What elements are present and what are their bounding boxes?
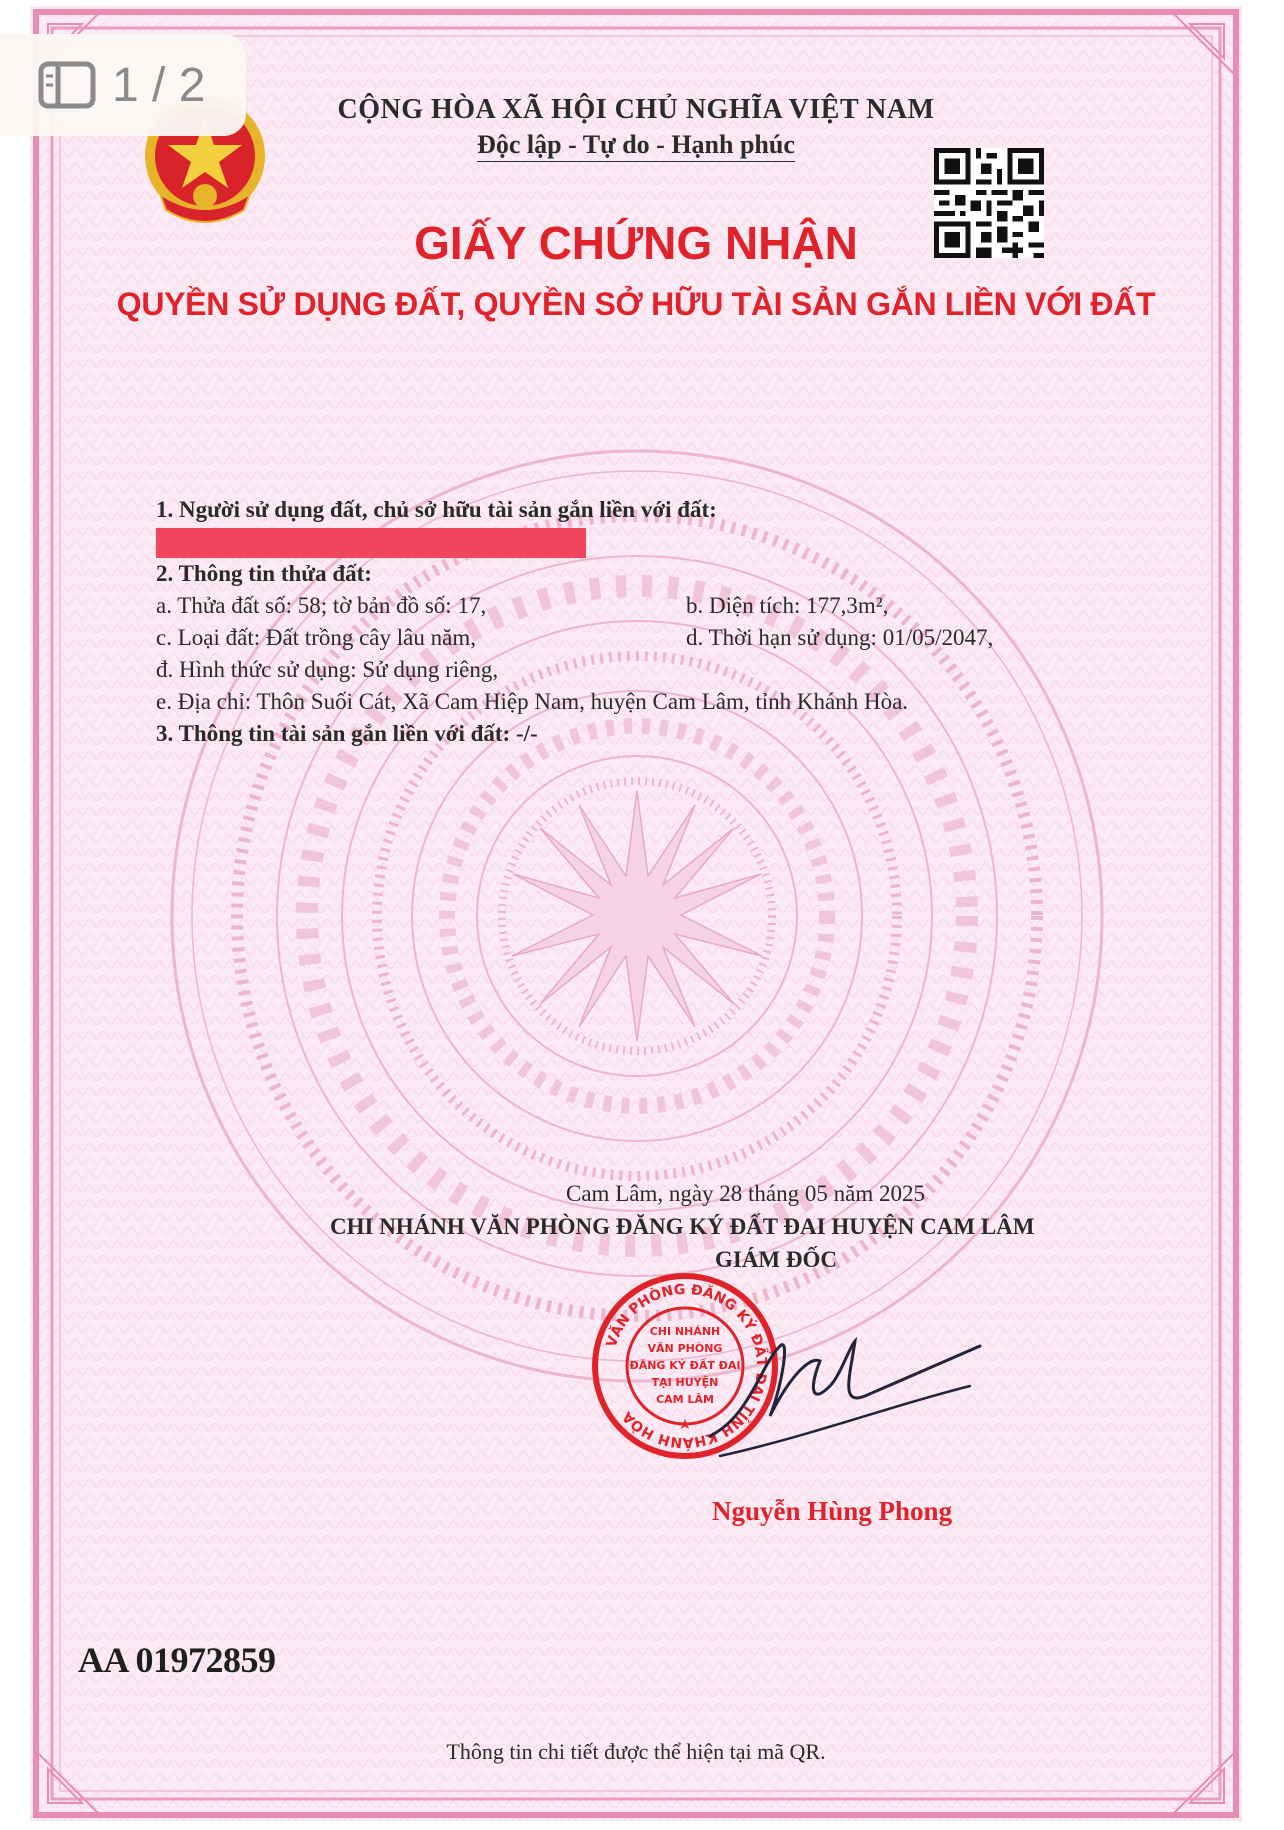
certificate-subtitle: QUYỀN SỬ DỤNG ĐẤT, QUYỀN SỞ HỮU TÀI SẢN GẮN LIỀN VỚI ĐẤT <box>116 286 1156 322</box>
usage-form: đ. Hình thức sử dụng: Sử dụng riêng, <box>156 657 499 682</box>
section-1-heading: 1. Người sử dụng đất, chủ sở hữu tài sản gắn liền với đất: <box>156 497 717 522</box>
seal-center-line: CAM LÂM <box>656 1393 714 1406</box>
parcel-address: e. Địa chỉ: Thôn Suối Cát, Xã Cam Hiệp Nam, huyện Cam Lâm, tỉnh Khánh Hòa. <box>156 689 909 714</box>
seal-center-line: ĐĂNG KÝ ĐẤT ĐAI <box>629 1359 741 1372</box>
parcel-number: a. Thửa đất số: 58; tờ bản đồ số: 17, <box>156 593 487 618</box>
seal-center-line: VĂN PHÒNG <box>647 1342 723 1355</box>
page-current: 1 <box>112 58 139 112</box>
signer-position: GIÁM ĐỐC <box>714 1247 838 1272</box>
seal-center-line: TẠI HUYỆN <box>651 1376 719 1389</box>
country-name: CỘNG HÒA XÃ HỘI CHỦ NGHĨA VIỆT NAM <box>337 94 935 125</box>
page-counter <box>112 58 205 113</box>
reader-view-icon[interactable] <box>38 61 96 109</box>
page-total: 2 <box>178 58 206 112</box>
handwritten-signature <box>690 1306 990 1466</box>
national-motto-text: Độc lập - Tự do - Hạnh phúc <box>477 130 795 162</box>
redacted-owner-name <box>156 528 586 558</box>
footer-note: Thông tin chi tiết được thể hiện tại mã QR. <box>446 1739 826 1764</box>
certificate-background <box>30 6 1242 1821</box>
parcel-area: b. Diện tích: 177,3m², <box>686 593 889 618</box>
page-separator: / <box>138 58 179 112</box>
issue-date: Cam Lâm, ngày 28 tháng 05 năm 2025 <box>566 1181 925 1206</box>
section-3-heading: 3. Thông tin tài sản gắn liền với đất: -/- <box>156 721 538 746</box>
seal-center-line: CHI NHÁNH <box>649 1325 721 1338</box>
certificate-title: GIẤY CHỨNG NHẬN <box>414 217 858 269</box>
certificate-page <box>30 6 1242 1821</box>
seal-ring-text: VĂN PHÒNG ĐĂNG KÝ ĐẤT ĐAI TỈNH KHÁNH HÒA <box>603 1281 770 1451</box>
page-indicator[interactable] <box>0 34 246 136</box>
signer-name: Nguyễn Hùng Phong <box>712 1496 953 1526</box>
usage-term: d. Thời hạn sử dụng: 01/05/2047, <box>686 625 994 650</box>
issuing-office: CHI NHÁNH VĂN PHÒNG ĐĂNG KÝ ĐẤT ĐAI HUYỆN CAM LÂM <box>330 1214 1035 1239</box>
land-type: c. Loại đất: Đất trồng cây lâu năm, <box>156 625 476 650</box>
section-2-heading: 2. Thông tin thửa đất: <box>156 561 372 586</box>
serial-number: AA 01972859 <box>78 1640 276 1680</box>
